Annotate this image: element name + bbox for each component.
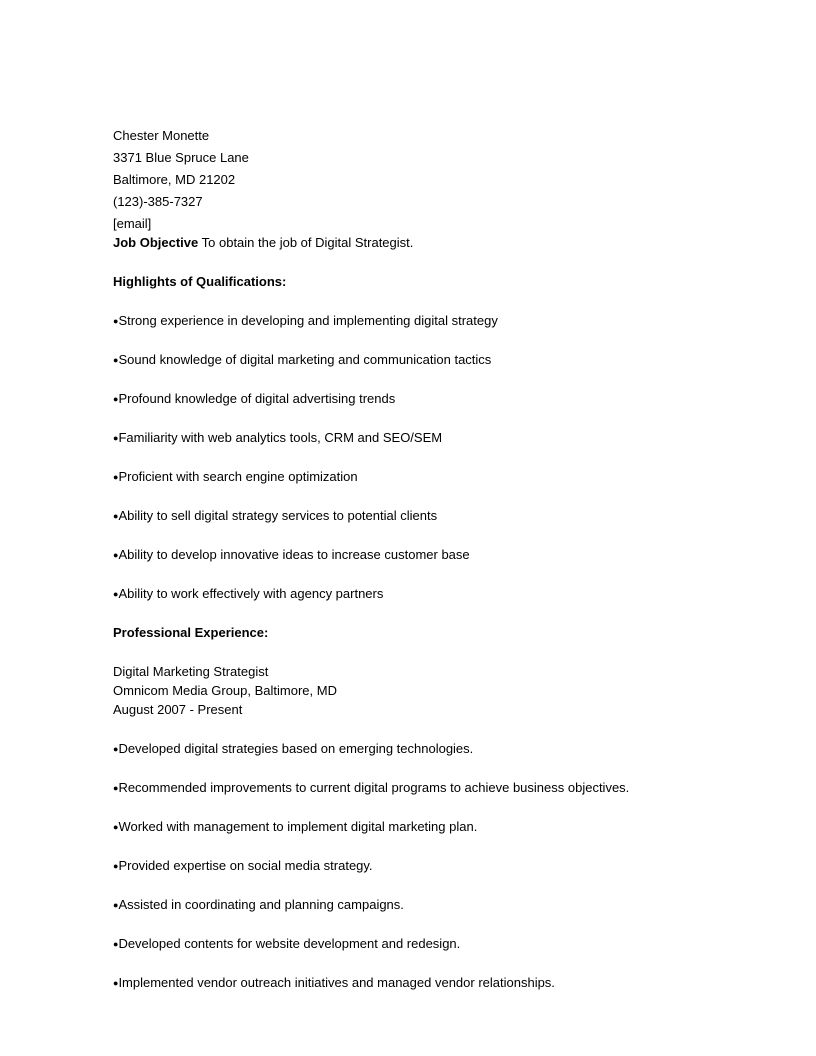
experience-item: [113, 936, 460, 952]
experience-item: [113, 897, 404, 913]
highlight-item: [113, 391, 395, 407]
highlight-item: [113, 586, 383, 602]
job-dates: August 2007 - Present: [113, 702, 243, 717]
highlight-item: [113, 508, 437, 524]
contact-name: Chester Monette: [113, 128, 210, 143]
job-objective: [113, 235, 413, 251]
bullet-icon: ●: [113, 978, 119, 988]
experience-item: [113, 975, 555, 991]
contact-city: Baltimore, MD 21202: [113, 172, 236, 187]
experience-text: Assisted in coordinating and planning campaigns.: [118, 897, 404, 912]
experience-item: [113, 858, 373, 874]
bullet-icon: ●: [113, 550, 119, 560]
contact-email: [email]: [113, 216, 152, 231]
bullet-icon: ●: [113, 472, 119, 482]
highlight-item: [113, 352, 491, 368]
experience-item: [113, 780, 629, 796]
experience-text: Recommended improvements to current digital programs to achieve business objectives.: [118, 780, 630, 795]
experience-text: Implemented vendor outreach initiatives and managed vendor relationships.: [118, 975, 555, 990]
experience-item: [113, 741, 473, 757]
highlight-text: Proficient with search engine optimization: [118, 469, 358, 484]
experience-text: Developed contents for website development and redesign.: [118, 936, 461, 951]
bullet-icon: ●: [113, 861, 119, 871]
highlight-text: Ability to sell digital strategy services to potential clients: [118, 508, 438, 523]
objective-text: To obtain the job of Digital Strategist.: [201, 235, 414, 250]
bullet-icon: ●: [113, 783, 119, 793]
highlight-text: Ability to develop innovative ideas to increase customer base: [118, 547, 470, 562]
objective-label: Job Objective: [113, 235, 199, 250]
experience-heading: Professional Experience:: [113, 625, 269, 640]
bullet-icon: ●: [113, 900, 119, 910]
highlight-item: [113, 313, 498, 329]
highlight-item: [113, 430, 442, 446]
highlight-item: [113, 547, 470, 563]
highlight-text: Ability to work effectively with agency partners: [118, 586, 384, 601]
bullet-icon: ●: [113, 394, 119, 404]
highlight-text: Familiarity with web analytics tools, CRM and SEO/SEM: [118, 430, 443, 445]
highlight-text: Profound knowledge of digital advertising trends: [118, 391, 396, 406]
bullet-icon: ●: [113, 433, 119, 443]
job-title: Digital Marketing Strategist: [113, 664, 269, 679]
bullet-icon: ●: [113, 511, 119, 521]
bullet-icon: ●: [113, 316, 119, 326]
experience-text: Developed digital strategies based on emerging technologies.: [118, 741, 474, 756]
experience-item: [113, 819, 477, 835]
bullet-icon: ●: [113, 589, 119, 599]
contact-phone: (123)-385-7327: [113, 194, 203, 209]
contact-street: 3371 Blue Spruce Lane: [113, 150, 249, 165]
highlight-text: Strong experience in developing and implementing digital strategy: [118, 313, 498, 328]
bullet-icon: ●: [113, 822, 119, 832]
highlight-text: Sound knowledge of digital marketing and communication tactics: [118, 352, 492, 367]
job-company: Omnicom Media Group, Baltimore, MD: [113, 683, 337, 698]
highlights-heading: Highlights of Qualifications:: [113, 274, 287, 289]
experience-text: Worked with management to implement digital marketing plan.: [118, 819, 478, 834]
bullet-icon: ●: [113, 939, 119, 949]
bullet-icon: ●: [113, 355, 119, 365]
highlight-item: [113, 469, 358, 485]
bullet-icon: ●: [113, 744, 119, 754]
experience-text: Provided expertise on social media strategy.: [118, 858, 373, 873]
